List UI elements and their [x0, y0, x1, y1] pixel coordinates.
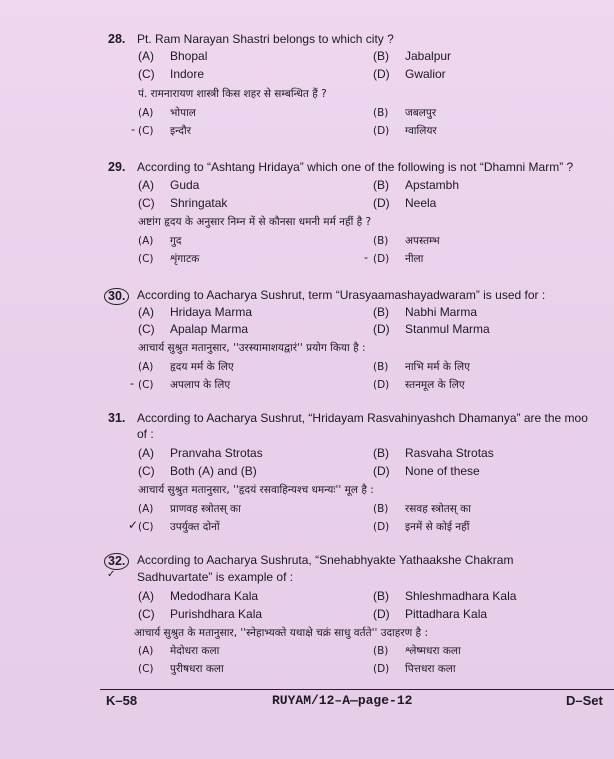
question-number: 30.: [104, 288, 129, 305]
option-d-hi: (D) स्तनमूल के लिए: [373, 379, 465, 391]
question-text-en: Pt. Ram Narayan Shastri belongs to which city ?: [137, 32, 394, 46]
question-31: [108, 411, 614, 541]
question-text-hi: अष्टांग हृदय के अनुसार निम्न में से कौनसा धमनी मर्म नहीं है ?: [138, 216, 372, 228]
option-d-hi: (D) इनमें से कोई नहीं: [373, 521, 470, 533]
option-c-hi: (C) शृंगाटक: [138, 253, 200, 265]
option-d-en: (D) Neela: [373, 196, 437, 210]
option-b-en: (B) Rasvaha Strotas: [373, 446, 494, 460]
option-d-hi: (D) नीला: [373, 253, 424, 265]
option-b-en: (B) Apstambh: [373, 178, 460, 192]
option-c-hi: (C) अपलाप के लिए: [138, 379, 231, 391]
pencil-tick-mark: -: [364, 250, 368, 264]
question-text-en-cont: of :: [137, 427, 154, 441]
option-b-en: (B) Nabhi Marma: [373, 305, 478, 319]
question-30: [108, 288, 614, 398]
footer-divider: [100, 689, 614, 690]
question-number: 31.: [108, 411, 126, 425]
question-text-hi: आचार्य सुश्रुत मतानुसार, ''उरस्यामाशयद्वारं'' प्रयोग किया है :: [138, 342, 366, 354]
question-text-hi: आचार्य सुश्रुत के मतानुसार, ''स्नेहाभ्यक्ते यथाक्षे चक्रं साधु वर्तते'' उदाहरण है :: [134, 627, 428, 639]
option-c-en: (C) Both (A) and (B): [138, 464, 257, 478]
option-d-hi: (D) पित्तधरा कला: [373, 663, 456, 675]
option-c-en: (C) Shringatak: [138, 196, 228, 210]
footer-page-code: K–58: [106, 693, 138, 708]
question-32: [108, 553, 614, 683]
option-c-en: (C) Purishdhara Kala: [138, 607, 263, 621]
option-c-hi: (C) इन्दौर: [138, 125, 191, 137]
footer-set: D–Set: [566, 693, 603, 708]
option-a-hi: (A) हृदय मर्म के लिए: [138, 361, 234, 373]
question-28: [108, 32, 614, 142]
question-text-en: According to Aacharya Sushruta, “Snehabhyakte Yathaakshe Chakram: [137, 553, 514, 567]
question-text-en-cont: Sadhuvartate” is example of :: [137, 570, 294, 584]
option-a-en: (A) Bhopal: [138, 49, 208, 63]
option-a-en: (A) Hridaya Marma: [138, 305, 253, 319]
option-b-hi: (B) रसवह स्त्रोतस् का: [373, 503, 471, 515]
footer-paper-code: RUYAM/12–A—page-12: [272, 693, 413, 708]
option-c-en: (C) Indore: [138, 67, 205, 81]
option-b-hi: (B) जबलपुर: [373, 107, 437, 119]
option-b-hi: (B) नाभि मर्म के लिए: [373, 361, 470, 373]
option-b-hi: (B) श्लेष्मधरा कला: [373, 645, 461, 657]
pencil-tick-mark: -: [130, 376, 134, 390]
option-a-hi: (A) गुद: [138, 235, 182, 247]
question-text-en: According to Aacharya Sushrut, term “Urasyaamashayadwaram” is used for :: [137, 288, 546, 302]
question-text-hi: पं. रामनारायण शास्त्री किस शहर से सम्बन्धित हैं ?: [138, 88, 327, 100]
option-b-hi: (B) अपस्तम्भ: [373, 235, 440, 247]
option-a-en: (A) Medodhara Kala: [138, 589, 259, 603]
pencil-tick-mark: ✓: [128, 518, 139, 532]
option-b-en: (B) Jabalpur: [373, 49, 452, 63]
question-number: 29.: [108, 160, 126, 174]
option-a-hi: (A) भोपाल: [138, 107, 196, 119]
question-text-en: According to “Ashtang Hridaya” which one of the following is not “Dhamni Marm” ?: [137, 160, 574, 174]
question-text-hi: आचार्य सुश्रुत मतानुसार, ''हृदयं रसवाहिन्यश्च धमन्यः'' मूल है :: [138, 484, 374, 496]
option-d-en: (D) Gwalior: [373, 67, 446, 81]
option-d-en: (D) None of these: [373, 464, 480, 478]
option-d-en: (D) Stanmul Marma: [373, 322, 490, 336]
option-a-hi: (A) मेदोधरा कला: [138, 645, 220, 657]
option-c-en: (C) Apalap Marma: [138, 322, 249, 336]
question-29: [108, 160, 614, 270]
option-b-en: (B) Shleshmadhara Kala: [373, 589, 517, 603]
question-number: 28.: [108, 32, 126, 46]
question-text-en: According to Aacharya Sushrut, “Hridayam Rasvahinyashch Dhamanya” are the moo: [137, 411, 588, 425]
option-d-en: (D) Pittadhara Kala: [373, 607, 488, 621]
option-d-hi: (D) ग्वालियर: [373, 125, 437, 137]
option-a-hi: (A) प्राणवह स्त्रोतस् का: [138, 503, 241, 515]
pencil-tick-mark: ✓: [107, 569, 116, 580]
pencil-tick-mark: -: [131, 122, 135, 136]
option-a-en: (A) Guda: [138, 178, 200, 192]
option-a-en: (A) Pranvaha Strotas: [138, 446, 263, 460]
option-c-hi: (C) उपर्युक्त दोनों: [138, 521, 220, 533]
question-number: 32.: [104, 553, 129, 570]
option-c-hi: (C) पुरीषधरा कला: [138, 663, 224, 675]
